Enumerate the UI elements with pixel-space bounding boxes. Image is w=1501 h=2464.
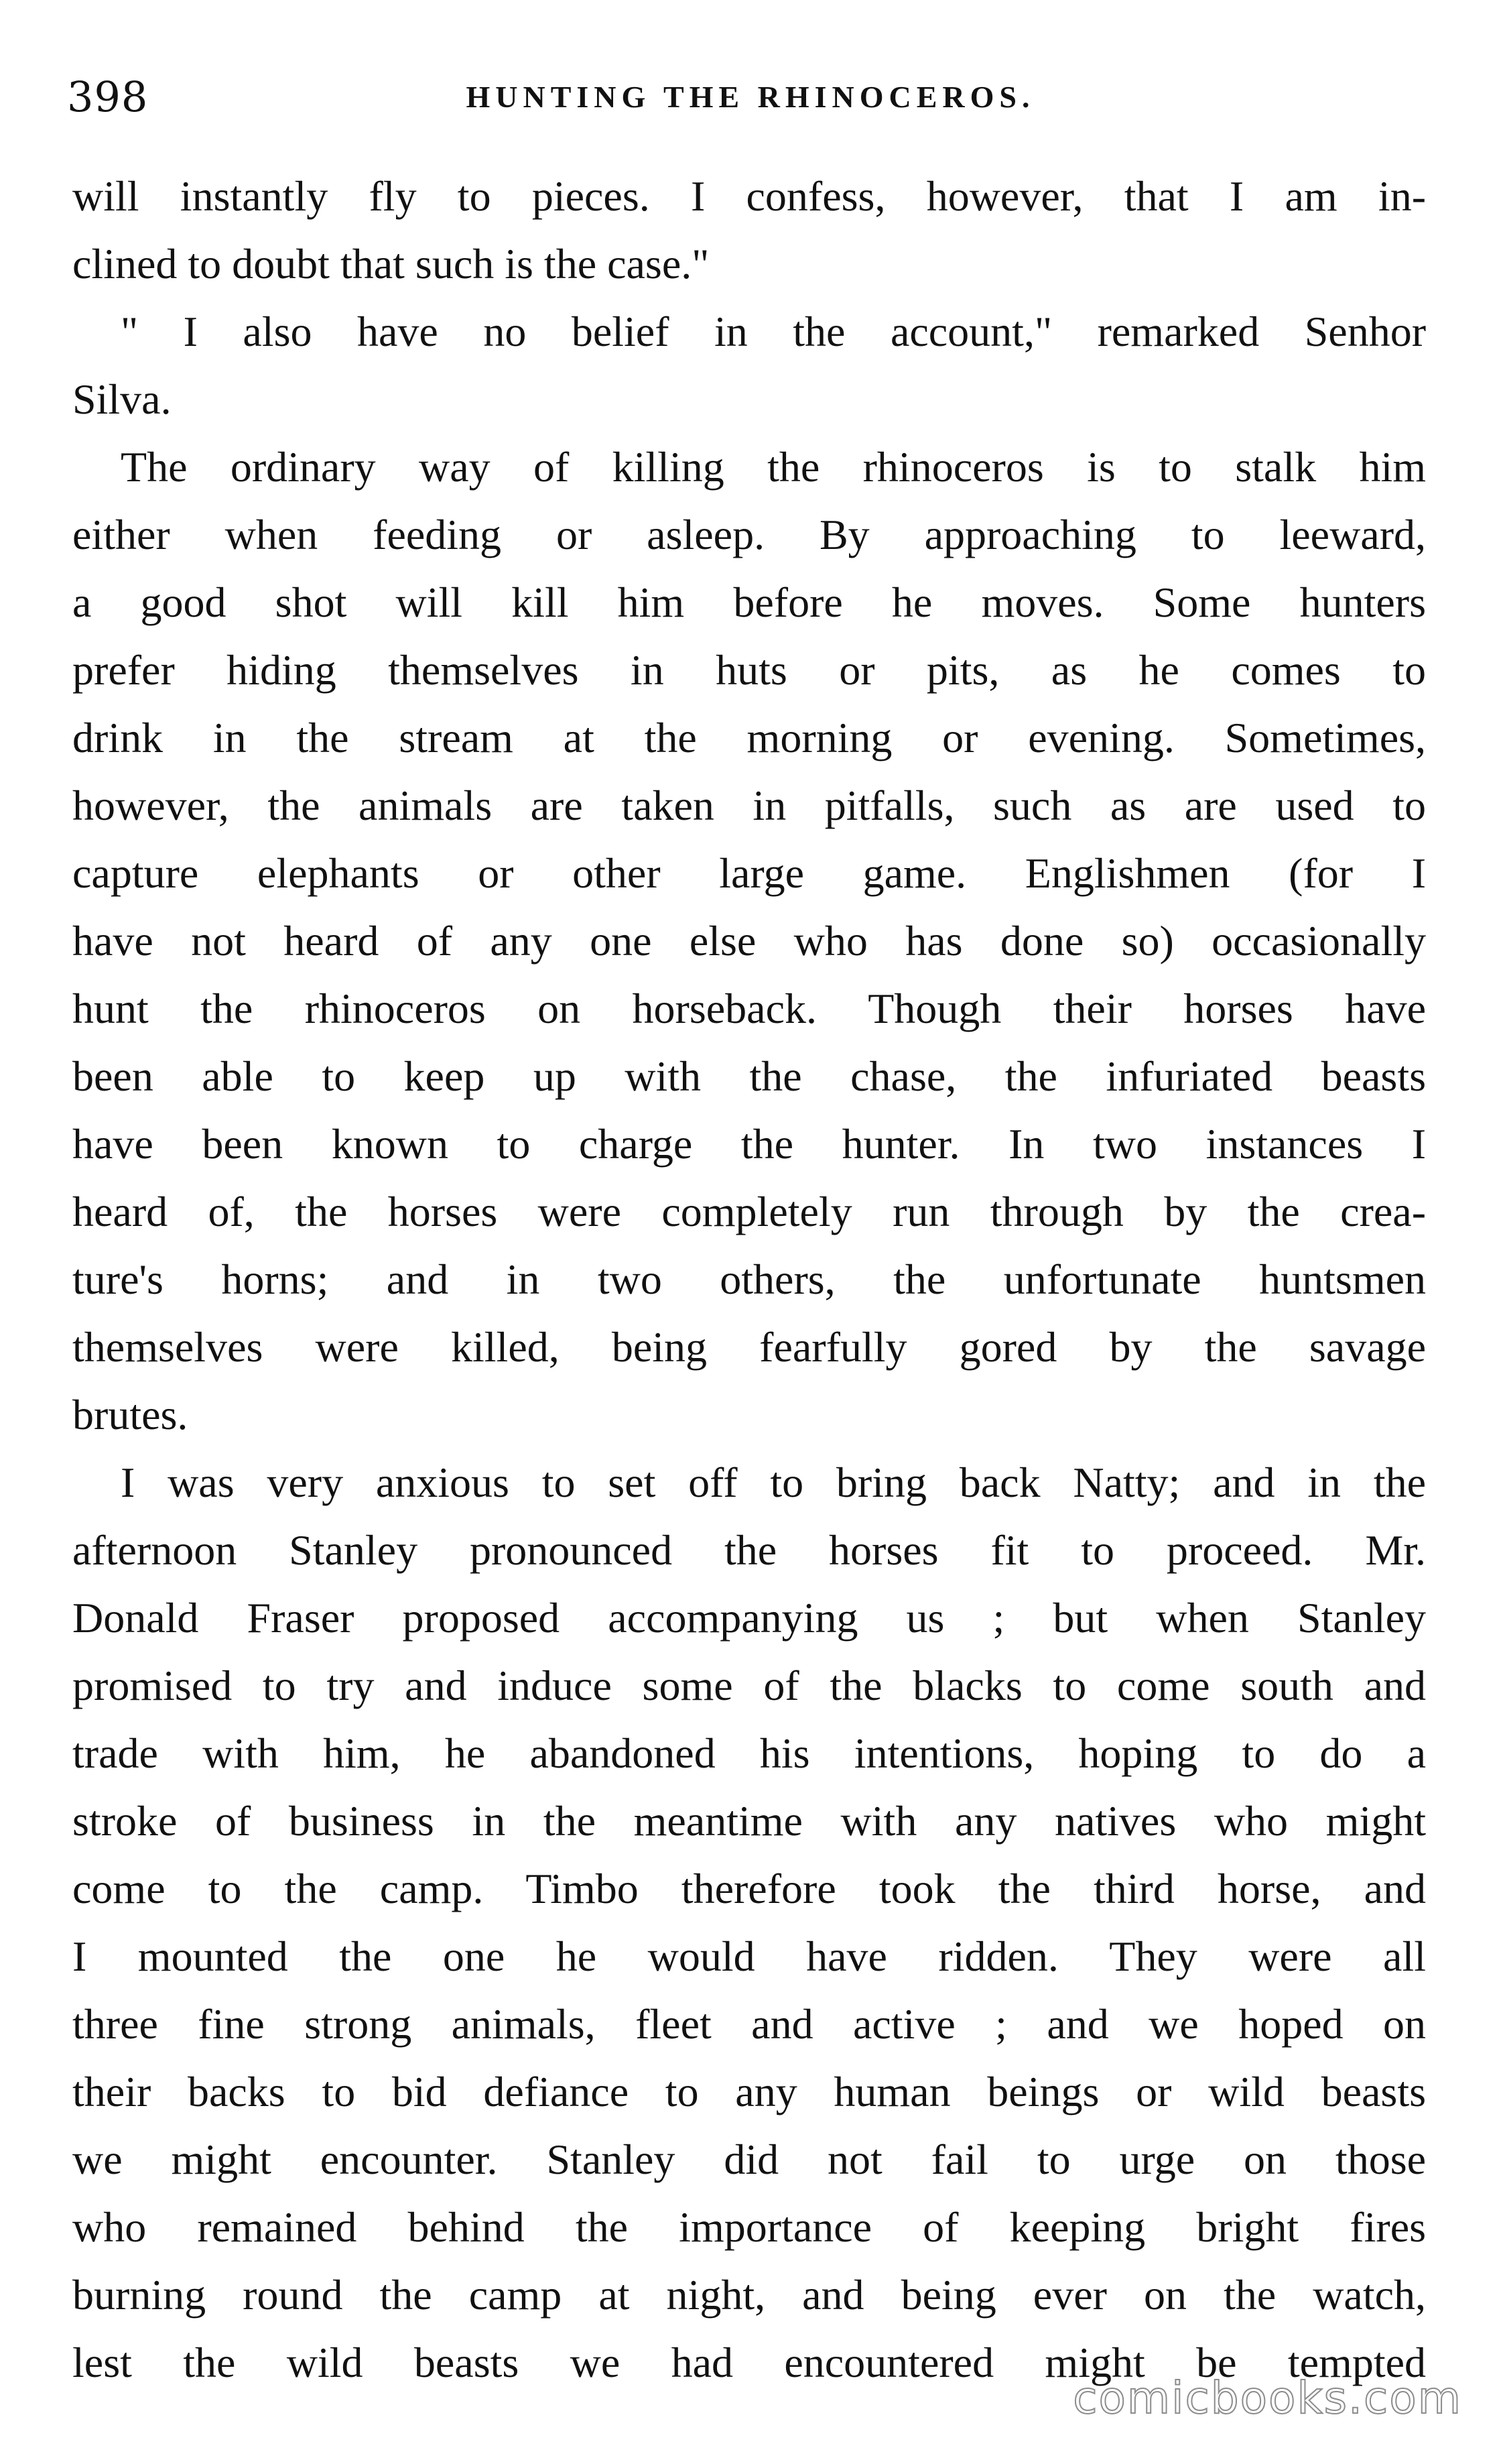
text-line: come to the camp. Timbo therefore took the third horse, and — [72, 1865, 1426, 1912]
watermark: comicbooks.com — [1073, 2372, 1462, 2424]
text-line: however, the animals are taken in pitfalls, such as are used to — [72, 782, 1426, 829]
text-line: have not heard of any one else who has done so) occasionally — [72, 917, 1426, 965]
text-line: Donald Fraser proposed accompanying us ; but when Stanley — [72, 1594, 1426, 1642]
text-line: ture's horns; and in two others, the unfortunate huntsmen — [72, 1255, 1426, 1303]
page-header — [67, 60, 1434, 134]
text-line: burning round the camp at night, and being ever on the watch, — [72, 2271, 1426, 2319]
text-line: a good shot will kill him before he moves. Some hunters — [72, 578, 1426, 626]
text-line: lest the wild beasts we had encountered might be tempted — [72, 2339, 1426, 2386]
text-line: themselves were killed, being fearfully gored by the savage — [72, 1323, 1426, 1371]
text-line: brutes. — [72, 1391, 188, 1438]
text-line: either when feeding or asleep. By approaching to leeward, — [72, 511, 1426, 558]
running-title: HUNTING THE RHINOCEROS. — [466, 80, 1035, 114]
text-line: clined to doubt that such is the case." — [72, 240, 710, 288]
text-line: three fine strong animals, fleet and active ; and we hoped on — [72, 2000, 1426, 2048]
text-line: been able to keep up with the chase, the infuriated beasts — [72, 1052, 1426, 1100]
text-line: will instantly fly to pieces. I confess, however, that I am in- — [72, 172, 1426, 220]
text-line: promised to try and induce some of the blacks to come south and — [72, 1662, 1426, 1709]
text-line: Silva. — [72, 375, 172, 423]
text-line: hunt the rhinoceros on horseback. Though their horses have — [72, 985, 1426, 1032]
body-text — [72, 162, 1426, 2396]
text-line: prefer hiding themselves in huts or pits, as he comes to — [72, 646, 1426, 694]
text-line: heard of, the horses were completely run through by the crea- — [72, 1188, 1426, 1235]
text-line: their backs to bid defiance to any human beings or wild beasts — [72, 2068, 1426, 2115]
text-line: have been known to charge the hunter. In two instances I — [72, 1120, 1426, 1168]
text-line: who remained behind the importance of keeping bright fires — [72, 2203, 1426, 2251]
text-line: stroke of business in the meantime with any natives who might — [72, 1797, 1426, 1845]
text-line: I mounted the one he would have ridden. They were all — [72, 1932, 1426, 1980]
text-line: trade with him, he abandoned his intentions, hoping to do a — [72, 1729, 1426, 1777]
text-line: capture elephants or other large game. Englishmen (for I — [72, 849, 1426, 897]
text-line: we might encounter. Stanley did not fail to urge on those — [72, 2136, 1426, 2183]
text-line: I was very anxious to set off to bring back Natty; and in the — [121, 1459, 1426, 1506]
text-line: " I also have no belief in the account," remarked Senhor — [121, 308, 1426, 355]
text-line: afternoon Stanley pronounced the horses fit to proceed. Mr. — [72, 1526, 1426, 1574]
page-number: 398 — [67, 72, 149, 121]
text-line: drink in the stream at the morning or evening. Sometimes, — [72, 714, 1426, 761]
text-line: The ordinary way of killing the rhinoceros is to stalk him — [121, 443, 1426, 491]
